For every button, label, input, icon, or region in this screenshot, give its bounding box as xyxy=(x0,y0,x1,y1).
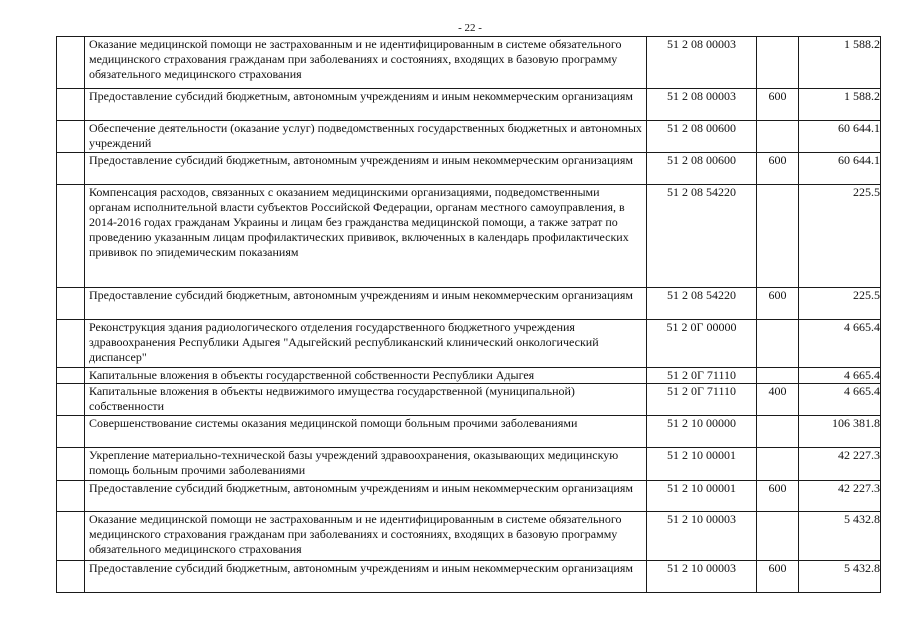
item-code: 51 2 08 00600 xyxy=(647,153,757,185)
blank-cell xyxy=(57,185,85,288)
amount: 42 227.3 xyxy=(799,481,881,512)
amount: 4 665.4 xyxy=(799,320,881,368)
amount: 5 432.8 xyxy=(799,561,881,593)
item-name: Компенсация расходов, связанных с оказанием медицинскими организациями, подведомственными органам исполнительной власти субъектов Российской Федерации, органам местного самоуправления, в 2014-2016 годах гражданам Украины и лицам без гражданства медицинской помощи, а также затрат по проведению указанным лицам профилактических прививок, включенных в календарь профилактических прививок по эпидемическим показаниям xyxy=(85,185,647,288)
table-row xyxy=(57,416,881,448)
blank-cell xyxy=(57,320,85,368)
expense-type: 600 xyxy=(757,481,799,512)
expense-type xyxy=(757,320,799,368)
table-row xyxy=(57,153,881,185)
expense-type: 600 xyxy=(757,288,799,320)
blank-cell xyxy=(57,416,85,448)
table-row xyxy=(57,121,881,153)
amount: 1 588.2 xyxy=(799,37,881,89)
expense-type xyxy=(757,185,799,288)
blank-cell xyxy=(57,384,85,416)
amount: 225.5 xyxy=(799,185,881,288)
amount: 60 644.1 xyxy=(799,121,881,153)
table-row xyxy=(57,384,881,416)
blank-cell xyxy=(57,37,85,89)
expense-type xyxy=(757,512,799,561)
item-name: Обеспечение деятельности (оказание услуг) подведомственных государственных бюджетных и автономных учреждений xyxy=(85,121,647,153)
blank-cell xyxy=(57,448,85,481)
blank-cell xyxy=(57,89,85,121)
expense-type: 600 xyxy=(757,153,799,185)
blank-cell xyxy=(57,561,85,593)
table-row xyxy=(57,561,881,593)
item-code: 51 2 08 00600 xyxy=(647,121,757,153)
expense-type xyxy=(757,37,799,89)
amount: 225.5 xyxy=(799,288,881,320)
amount: 60 644.1 xyxy=(799,153,881,185)
expense-type xyxy=(757,416,799,448)
amount: 106 381.8 xyxy=(799,416,881,448)
table-row xyxy=(57,448,881,481)
table-row xyxy=(57,37,881,89)
page-number: - 22 - xyxy=(458,22,482,34)
item-code: 51 2 08 54220 xyxy=(647,288,757,320)
expense-type xyxy=(757,121,799,153)
item-code: 51 2 10 00001 xyxy=(647,448,757,481)
item-name: Предоставление субсидий бюджетным, автономным учреждениям и иным некоммерческим организациям xyxy=(85,153,647,185)
item-code: 51 2 0Г 00000 xyxy=(647,320,757,368)
item-name: Предоставление субсидий бюджетным, автономным учреждениям и иным некоммерческим организациям xyxy=(85,288,647,320)
blank-cell xyxy=(57,481,85,512)
expense-type: 400 xyxy=(757,384,799,416)
item-name: Капитальные вложения в объекты недвижимого имущества государственной (муниципальной) собственности xyxy=(85,384,647,416)
blank-cell xyxy=(57,121,85,153)
item-code: 51 2 10 00003 xyxy=(647,512,757,561)
expense-type: 600 xyxy=(757,89,799,121)
amount: 4 665.4 xyxy=(799,368,881,384)
item-code: 51 2 10 00000 xyxy=(647,416,757,448)
item-name: Предоставление субсидий бюджетным, автономным учреждениям и иным некоммерческим организациям xyxy=(85,481,647,512)
table-row xyxy=(57,368,881,384)
item-code: 51 2 0Г 71110 xyxy=(647,368,757,384)
blank-cell xyxy=(57,153,85,185)
item-name: Укрепление материально-технической базы учреждений здравоохранения, оказывающих медицинскую помощь больным прочими заболеваниями xyxy=(85,448,647,481)
blank-cell xyxy=(57,512,85,561)
amount: 5 432.8 xyxy=(799,512,881,561)
item-name: Предоставление субсидий бюджетным, автономным учреждениям и иным некоммерческим организациям xyxy=(85,561,647,593)
item-code: 51 2 08 00003 xyxy=(647,37,757,89)
table-row xyxy=(57,512,881,561)
amount: 4 665.4 xyxy=(799,384,881,416)
item-name: Капитальные вложения в объекты государственной собственности Республики Адыгея xyxy=(85,368,647,384)
table-row xyxy=(57,481,881,512)
item-name: Оказание медицинской помощи не застрахованным и не идентифицированным в системе обязательного медицинского страхования гражданам при заболеваниях и состояниях, входящих в базовую программу обязательного медицинского страхования xyxy=(85,37,647,89)
blank-cell xyxy=(57,368,85,384)
item-name: Совершенствование системы оказания медицинской помощи больным прочими заболеваниями xyxy=(85,416,647,448)
expense-type xyxy=(757,368,799,384)
table-row xyxy=(57,288,881,320)
item-code: 51 2 10 00001 xyxy=(647,481,757,512)
table-row xyxy=(57,89,881,121)
table-row xyxy=(57,185,881,288)
item-code: 51 2 0Г 71110 xyxy=(647,384,757,416)
table-row xyxy=(57,320,881,368)
item-name: Реконструкция здания радиологического отделения государственного бюджетного учреждения здравоохранения Республики Адыгея "Адыгейский республиканский клинический онкологический диспансер" xyxy=(85,320,647,368)
budget-table xyxy=(56,36,881,593)
amount: 42 227.3 xyxy=(799,448,881,481)
expense-type xyxy=(757,448,799,481)
item-code: 51 2 08 54220 xyxy=(647,185,757,288)
item-name: Оказание медицинской помощи не застрахованным и не идентифицированным в системе обязательного медицинского страхования гражданам при заболеваниях и состояниях, входящих в базовую программу обязательного медицинского страхования xyxy=(85,512,647,561)
amount: 1 588.2 xyxy=(799,89,881,121)
item-code: 51 2 08 00003 xyxy=(647,89,757,121)
item-name: Предоставление субсидий бюджетным, автономным учреждениям и иным некоммерческим организациям xyxy=(85,89,647,121)
expense-type: 600 xyxy=(757,561,799,593)
item-code: 51 2 10 00003 xyxy=(647,561,757,593)
blank-cell xyxy=(57,288,85,320)
